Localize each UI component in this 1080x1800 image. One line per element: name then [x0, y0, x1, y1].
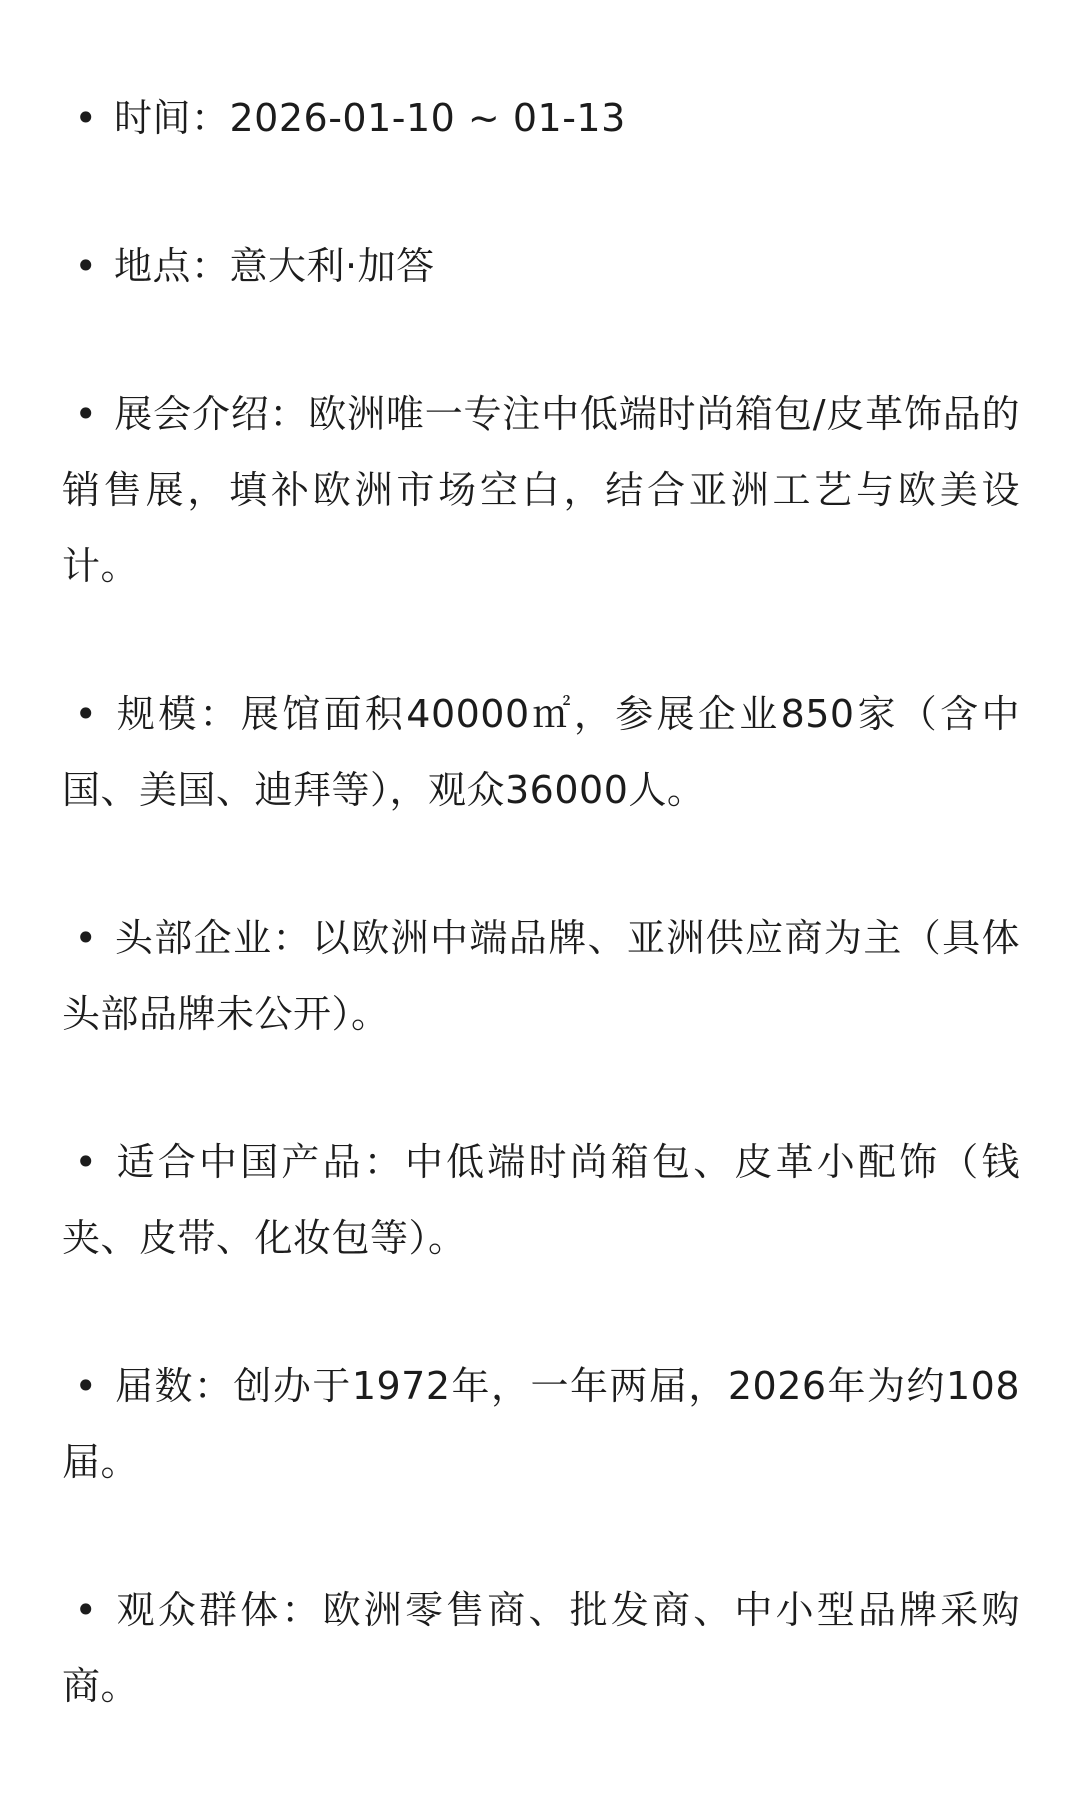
item-location	[62, 228, 1020, 304]
bullet-icon: •	[74, 244, 98, 288]
item-time	[62, 80, 1020, 156]
item-text: 届数：创办于1972年，一年两届，2026年为约108届。	[62, 1364, 1020, 1484]
item-text: 观众群体：欧洲零售商、批发商、中小型品牌采购商。	[62, 1588, 1020, 1708]
item-scale	[62, 676, 1020, 828]
bullet-icon: •	[74, 916, 98, 960]
item-text: 适合中国产品：中低端时尚箱包、皮革小配饰（钱夹、皮带、化妆包等）。	[62, 1140, 1020, 1260]
bullet-icon: •	[74, 1140, 98, 1184]
bullet-icon: •	[74, 1364, 98, 1408]
bullet-icon: •	[74, 692, 98, 736]
item-text: 头部企业：以欧洲中端品牌、亚洲供应商为主（具体头部品牌未公开）。	[62, 916, 1020, 1036]
item-editions	[62, 1348, 1020, 1500]
bullet-icon: •	[74, 1588, 98, 1632]
item-text: 展会介绍：欧洲唯一专注中低端时尚箱包/皮革饰品的销售展，填补欧洲市场空白，结合亚洲工艺与欧美设计。	[62, 392, 1020, 588]
bullet-icon: •	[74, 392, 98, 436]
item-audience	[62, 1572, 1020, 1724]
bullet-icon: •	[74, 96, 98, 140]
item-text: 规模：展馆面积40000㎡，参展企业850家（含中国、美国、迪拜等），观众36000人。	[62, 692, 1020, 812]
item-text: 时间：2026-01-10 ~ 01-13	[114, 96, 626, 140]
item-introduction	[62, 376, 1020, 604]
item-suitable-products	[62, 1124, 1020, 1276]
item-text: 地点：意大利·加答	[114, 244, 435, 288]
item-leading-companies	[62, 900, 1020, 1052]
